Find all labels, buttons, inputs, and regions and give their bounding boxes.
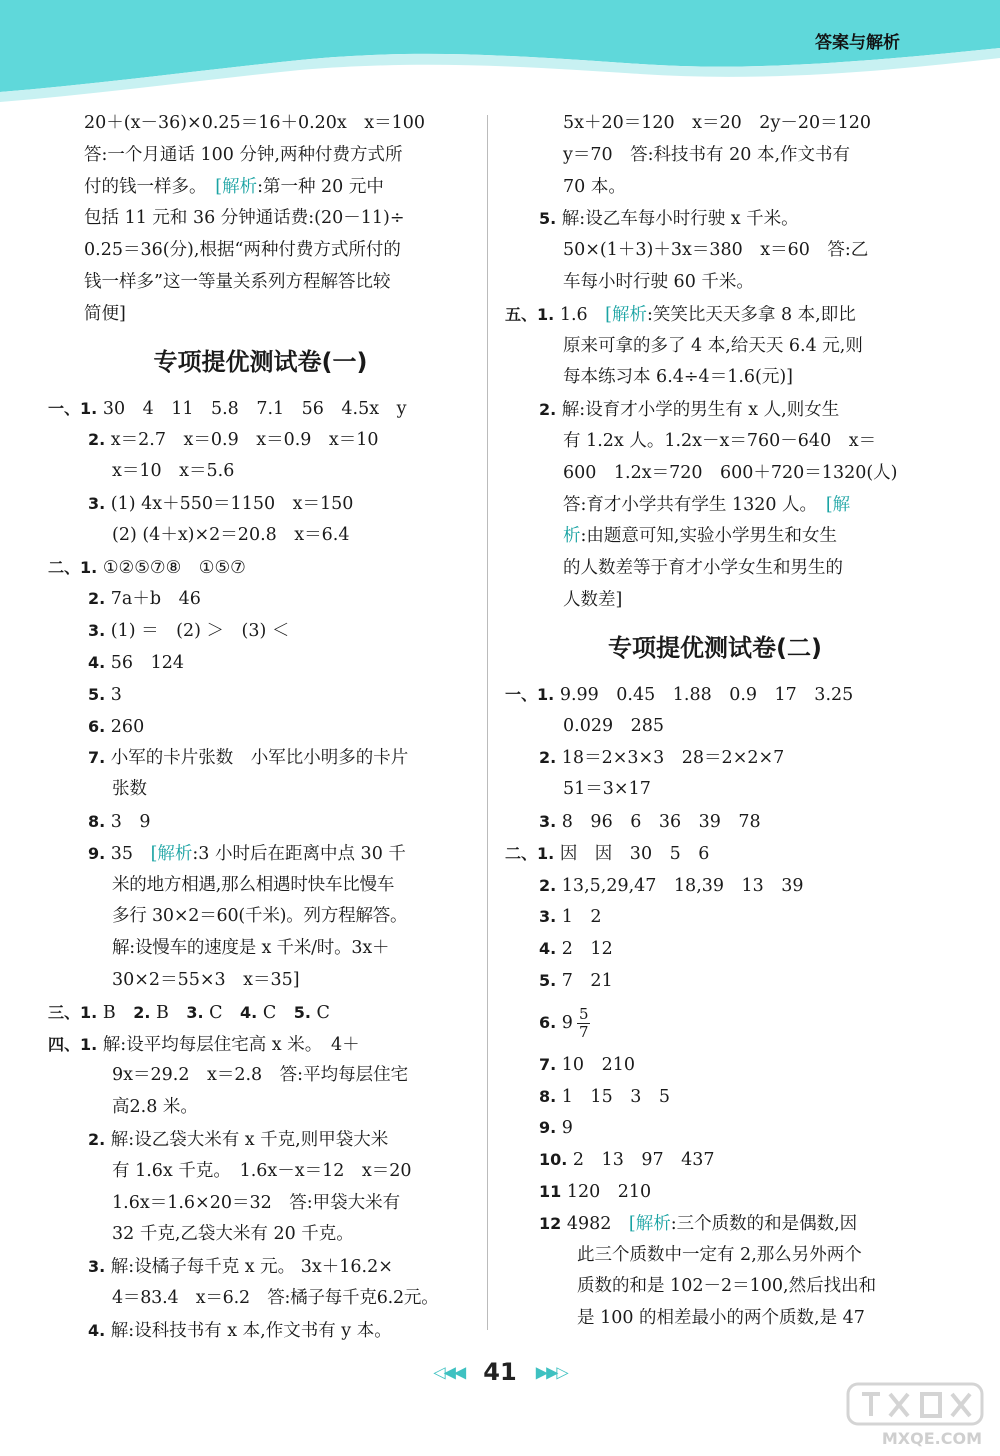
answer-line: 1.6x＝1.6×20＝32 答:甲袋大米有 xyxy=(112,1192,401,1213)
text-line: 答:一个月通话 100 分钟,两种付费方式所 xyxy=(84,144,403,165)
text-line: 0.25＝36(分),根据“两种付费方式所付的 xyxy=(84,240,401,261)
answer-line: 8. 3 9 xyxy=(88,811,151,832)
answer-line: 5. 7 21 xyxy=(539,970,613,991)
answer-line: 3. 解:设橘子每千克 x 元。 3x＋16.2× xyxy=(88,1257,393,1278)
answer-line: 原来可拿的多了 4 本,给天天 6.4 元,则 xyxy=(563,335,863,356)
answer-line: 6. 9 $\frac{5}{7}$ xyxy=(539,1004,589,1041)
answer-line: 3. (1) 4x＋550＝1150 x＝150 xyxy=(88,493,354,514)
answer-line: 多行 30×2＝60(千米)。列方程解答。 xyxy=(112,906,408,927)
analysis-marker: [解 xyxy=(825,494,851,515)
answer-line: 4. 解:设科技书有 x 本,作文书有 y 本。 xyxy=(88,1320,392,1341)
answer-line: 5. 解:设乙车每小时行驶 x 千米。 xyxy=(539,209,799,230)
answer-line: 600 1.2x＝720 600＋720＝1320(人) xyxy=(563,462,898,483)
answer-line: 张数 xyxy=(112,779,147,800)
page-number: 41 xyxy=(483,1358,517,1386)
answer-line: 30×2＝55×3 x＝35] xyxy=(112,969,300,990)
answer-line: 51＝3×17 xyxy=(563,779,651,800)
answer-line: 4＝83.4 x＝6.2 答:橘子每千克6.2元。 xyxy=(112,1287,439,1308)
answer-line: 2. 解:设育才小学的男生有 x 人,则女生 xyxy=(539,400,840,421)
answer-line: 此三个质数中一定有 2,那么另外两个 xyxy=(577,1244,862,1265)
answer-line: 二、1. 因 因 30 5 6 xyxy=(505,843,710,864)
right-column xyxy=(505,108,925,1335)
header-band xyxy=(0,0,1000,110)
answer-line: 是 100 的相差最小的两个质数,是 47 xyxy=(577,1308,865,1329)
left-arrows-icon: ◁◀◀ xyxy=(433,1362,465,1382)
answer-line: 6. 260 xyxy=(88,716,145,737)
answer-line: 2. 18＝2×3×3 28＝2×2×7 xyxy=(539,748,785,769)
answer-line: 2. 13,5,29,47 18,39 13 39 xyxy=(539,875,804,896)
answer-line: 32 千克,乙袋大米有 20 千克。 xyxy=(112,1224,354,1245)
answer-line: 车每小时行驶 60 千米。 xyxy=(563,271,754,292)
answer-line: 10. 2 13 97 437 xyxy=(539,1150,715,1171)
answer-line: 五、1. 1.6 [解析:笑笑比天天多拿 8 本,即比 xyxy=(505,304,856,325)
answer-line: 一、1. 30 4 11 5.8 7.1 56 4.5x y xyxy=(48,398,407,419)
answer-line: 2. x＝2.7 x＝0.9 x＝0.9 x＝10 xyxy=(88,430,379,451)
answer-line: 7. 小军的卡片张数 小军比小明多的卡片 xyxy=(88,748,409,769)
header-title: 答案与解析 xyxy=(815,33,900,53)
answer-line: 0.029 285 xyxy=(563,715,665,736)
answer-line: 二、1. ①②⑤⑦⑧ ①⑤⑦ xyxy=(48,557,246,578)
answer-line: 11 120 210 xyxy=(539,1181,652,1202)
answer-line: 4. 56 124 xyxy=(88,652,184,673)
answer-line: 答:育才小学共有学生 1320 人。 [解 xyxy=(563,494,851,515)
answer-line: 9. 35 [解析:3 小时后在距离中点 30 千 xyxy=(88,843,406,864)
right-arrows-icon: ▶▶▷ xyxy=(535,1362,567,1382)
answer-line: 2. 7a＋b 46 xyxy=(88,589,201,610)
column-divider xyxy=(487,115,488,1330)
answer-line: 有 1.2x 人。1.2x－x＝760－640 x＝ xyxy=(563,430,877,451)
answer-line: (2) (4＋x)×2＝20.8 x＝6.4 xyxy=(112,524,350,545)
answer-line: x＝10 x＝5.6 xyxy=(112,461,235,482)
text-line: 20＋(x－36)×0.25＝16＋0.20x x＝100 xyxy=(84,113,426,133)
answer-line: 2. 解:设乙袋大米有 x 千克,则甲袋大米 xyxy=(88,1129,389,1150)
answer-line: 米的地方相遇,那么相遇时快车比慢车 xyxy=(112,874,395,895)
answer-line: 一、1. 9.99 0.45 1.88 0.9 17 3.25 xyxy=(505,684,854,705)
answer-line: 3. 1 2 xyxy=(539,907,602,928)
text-line: 5x＋20＝120 x＝20 2y－20＝120 xyxy=(563,113,872,133)
text-line: y＝70 答:科技书有 20 本,作文书有 xyxy=(563,144,851,165)
answer-line: 3. (1) ＝ (2) ＞ (3) ＜ xyxy=(88,621,290,642)
answer-line: 9. 9 xyxy=(539,1118,573,1139)
section-title-test-2: 专项提优测试卷(二) xyxy=(608,633,822,662)
left-column xyxy=(48,108,473,1346)
section-title-test-1: 专项提优测试卷(一) xyxy=(153,347,368,376)
answer-line: 人数差] xyxy=(563,589,623,610)
answer-line: 3. 8 96 6 36 39 78 xyxy=(539,811,761,832)
answer-line: 12 4982 [解析:三个质数的和是偶数,因 xyxy=(539,1213,858,1234)
answer-line: 四、1. 解:设平均每层住宅高 x 米。 4＋ xyxy=(48,1034,360,1055)
answer-line: 50×(1＋3)＋3x＝380 x＝60 答:乙 xyxy=(563,240,869,261)
text-line: 简便] xyxy=(84,303,126,324)
answer-line: 有 1.6x 千克。 1.6x－x＝12 x＝20 xyxy=(112,1160,412,1181)
analysis-marker: [解析 xyxy=(215,176,258,197)
text-line: 付的钱一样多。 [解析:第一种 20 元中 xyxy=(84,176,384,197)
analysis-marker: [解析 xyxy=(605,304,647,325)
answer-line: 8. 1 15 3 5 xyxy=(539,1086,670,1107)
answer-line: 的人数差等于育才小学女生和男生的 xyxy=(563,558,843,579)
text-line: 70 本。 xyxy=(563,176,626,197)
answer-line: 析:由题意可知,实验小学男生和女生 xyxy=(563,526,837,547)
answer-line: 7. 10 210 xyxy=(539,1054,635,1075)
analysis-marker: [解析 xyxy=(628,1213,671,1234)
text-line: 包括 11 元和 36 分钟通话费:(20－11)÷ xyxy=(84,208,405,229)
answer-line: 每本练习本 6.4÷4＝1.6(元)] xyxy=(563,367,794,388)
answer-line: 9x＝29.2 x＝2.8 答:平均每层住宅 xyxy=(112,1065,409,1086)
watermark-text: MXQE.COM xyxy=(881,1429,982,1448)
answer-line: 解:设慢车的速度是 x 千米/时。3x＋ xyxy=(112,938,390,959)
answer-line: 4. 2 12 xyxy=(539,939,613,960)
answer-line: 5. 3 xyxy=(88,684,122,705)
analysis-marker: [解析 xyxy=(150,843,193,864)
text-line: 钱一样多”这一等量关系列方程解答比较 xyxy=(84,271,391,292)
fraction: $\frac{5}{7}$ xyxy=(578,1004,589,1041)
answer-line: 高2.8 米。 xyxy=(112,1097,198,1118)
answer-line: 质数的和是 102－2＝100,然后找出和 xyxy=(577,1276,877,1297)
answer-line: 三、1. B 2. B 3. C 4. C 5. C xyxy=(48,1002,330,1023)
